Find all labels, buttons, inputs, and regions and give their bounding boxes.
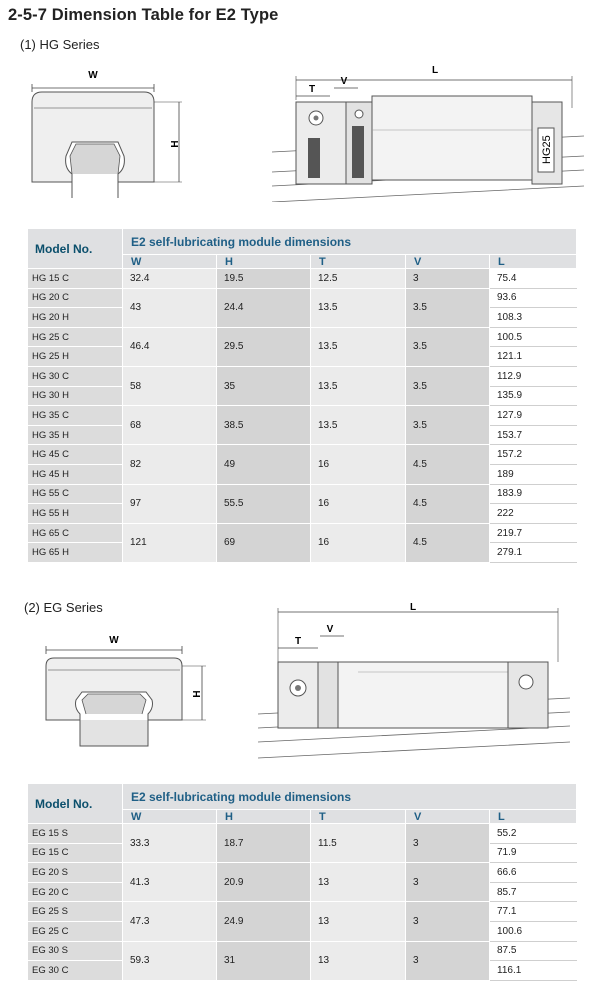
hg-model-cell: HG 55 H xyxy=(28,504,123,524)
hg-l-cell: 279.1 xyxy=(490,543,577,563)
hg-v-cell: 3.5 xyxy=(406,366,490,405)
eg-h-cell: 18.7 xyxy=(217,824,311,863)
hg-l-cell: 121.1 xyxy=(490,347,577,367)
eg-l-cell: 85.7 xyxy=(490,882,577,902)
hg-col-v: V xyxy=(406,255,490,269)
hg-t-cell: 13.5 xyxy=(311,327,406,366)
hg-model-cell: HG 35 C xyxy=(28,406,123,426)
table-row xyxy=(28,863,577,883)
eg-model-cell: EG 15 S xyxy=(28,824,123,844)
eg-side-t-label: T xyxy=(294,636,302,647)
eg-side-l-label: L xyxy=(410,602,417,613)
hg-col-w: W xyxy=(123,255,217,269)
hg-model-cell: HG 65 C xyxy=(28,523,123,543)
hg-l-cell: 108.3 xyxy=(490,308,577,328)
eg-w-cell: 47.3 xyxy=(123,902,217,941)
hg-h-cell: 24.4 xyxy=(217,288,311,327)
eg-l-cell: 66.6 xyxy=(490,863,577,883)
hg-w-cell: 43 xyxy=(123,288,217,327)
hg-model-header: Model No. xyxy=(28,229,123,269)
hg-model-cell: HG 25 C xyxy=(28,327,123,347)
table-row xyxy=(28,366,577,386)
eg-l-cell: 55.2 xyxy=(490,824,577,844)
hg-front-w-label: W xyxy=(88,70,98,81)
eg-h-cell: 20.9 xyxy=(217,863,311,902)
hg-v-cell: 3.5 xyxy=(406,288,490,327)
hg-l-cell: 93.6 xyxy=(490,288,577,308)
hg-h-cell: 29.5 xyxy=(217,327,311,366)
eg-l-cell: 100.6 xyxy=(490,921,577,941)
hg-h-cell: 19.5 xyxy=(217,269,311,289)
eg-t-cell: 13 xyxy=(311,902,406,941)
eg-v-cell: 3 xyxy=(406,902,490,941)
hg-v-cell: 3 xyxy=(406,269,490,289)
hg-v-cell: 4.5 xyxy=(406,523,490,562)
hg-h-cell: 38.5 xyxy=(217,406,311,445)
table-row xyxy=(28,824,577,844)
hg-col-l: L xyxy=(490,255,577,269)
hg-front-h-label: H xyxy=(170,140,181,148)
hg-l-cell: 100.5 xyxy=(490,327,577,347)
eg-l-cell: 87.5 xyxy=(490,941,577,961)
eg-model-cell: EG 30 S xyxy=(28,941,123,961)
hg-l-cell: 112.9 xyxy=(490,366,577,386)
eg-col-t: T xyxy=(311,810,406,824)
hg-side-v-label: V xyxy=(340,76,348,87)
eg-front-view-drawing xyxy=(36,630,226,760)
eg-model-cell: EG 15 C xyxy=(28,843,123,863)
hg-side-view-drawing xyxy=(272,60,584,202)
table-row xyxy=(28,902,577,922)
table-row xyxy=(28,288,577,308)
hg-w-cell: 121 xyxy=(123,523,217,562)
table-row xyxy=(28,327,577,347)
hg-model-cell: HG 15 C xyxy=(28,269,123,289)
hg-l-cell: 157.2 xyxy=(490,445,577,465)
eg-v-cell: 3 xyxy=(406,941,490,980)
hg-model-cell: HG 20 C xyxy=(28,288,123,308)
table-row xyxy=(28,445,577,465)
hg-h-cell: 69 xyxy=(217,523,311,562)
hg-model-cell: HG 20 H xyxy=(28,308,123,328)
eg-model-cell: EG 25 S xyxy=(28,902,123,922)
hg-col-t: T xyxy=(311,255,406,269)
eg-t-cell: 13 xyxy=(311,863,406,902)
hg-l-cell: 75.4 xyxy=(490,269,577,289)
hg-model-cell: HG 35 H xyxy=(28,425,123,445)
hg-w-cell: 58 xyxy=(123,366,217,405)
eg-model-cell: EG 25 C xyxy=(28,921,123,941)
eg-side-v-label: V xyxy=(326,624,334,635)
hg-t-cell: 13.5 xyxy=(311,288,406,327)
hg-side-l-label: L xyxy=(432,65,439,76)
eg-h-cell: 24.9 xyxy=(217,902,311,941)
hg-l-cell: 135.9 xyxy=(490,386,577,406)
hg-t-cell: 12.5 xyxy=(311,269,406,289)
hg-w-cell: 46.4 xyxy=(123,327,217,366)
hg-l-cell: 222 xyxy=(490,504,577,524)
eg-h-cell: 31 xyxy=(217,941,311,980)
hg-l-cell: 189 xyxy=(490,464,577,484)
table-row xyxy=(28,523,577,543)
page-title: 2-5-7 Dimension Table for E2 Type xyxy=(8,6,279,24)
hg-l-cell: 153.7 xyxy=(490,425,577,445)
hg-t-cell: 13.5 xyxy=(311,366,406,405)
hg-v-cell: 3.5 xyxy=(406,406,490,445)
eg-model-cell: EG 20 S xyxy=(28,863,123,883)
hg-table-body xyxy=(28,269,577,563)
eg-dimension-table xyxy=(27,783,577,981)
eg-l-cell: 71.9 xyxy=(490,843,577,863)
eg-group-header: E2 self-lubricating module dimensions xyxy=(123,784,577,810)
hg-w-cell: 97 xyxy=(123,484,217,523)
eg-w-cell: 33.3 xyxy=(123,824,217,863)
eg-v-cell: 3 xyxy=(406,824,490,863)
hg-t-cell: 16 xyxy=(311,523,406,562)
hg-v-cell: 3.5 xyxy=(406,327,490,366)
table-row xyxy=(28,406,577,426)
table-row xyxy=(28,941,577,961)
eg-col-l: L xyxy=(490,810,577,824)
hg-side-t-label: T xyxy=(308,84,316,95)
eg-t-cell: 13 xyxy=(311,941,406,980)
hg-model-cell: HG 45 C xyxy=(28,445,123,465)
eg-side-view-drawing xyxy=(258,602,570,762)
eg-table-body xyxy=(28,824,577,981)
eg-w-cell: 59.3 xyxy=(123,941,217,980)
hg-block-label: HG25 xyxy=(541,135,553,164)
hg-model-cell: HG 30 H xyxy=(28,386,123,406)
eg-front-w-label: W xyxy=(109,635,119,646)
table-row xyxy=(28,484,577,504)
hg-group-header: E2 self-lubricating module dimensions xyxy=(123,229,577,255)
eg-v-cell: 3 xyxy=(406,863,490,902)
table-row xyxy=(28,269,577,289)
eg-model-header: Model No. xyxy=(28,784,123,824)
eg-model-cell: EG 30 C xyxy=(28,961,123,981)
eg-l-cell: 116.1 xyxy=(490,961,577,981)
hg-v-cell: 4.5 xyxy=(406,445,490,484)
eg-model-cell: EG 20 C xyxy=(28,882,123,902)
hg-t-cell: 13.5 xyxy=(311,406,406,445)
hg-model-cell: HG 30 C xyxy=(28,366,123,386)
hg-series-heading: (1) HG Series xyxy=(20,37,100,52)
eg-front-h-label: H xyxy=(192,690,203,698)
hg-model-cell: HG 45 H xyxy=(28,464,123,484)
hg-l-cell: 183.9 xyxy=(490,484,577,504)
hg-t-cell: 16 xyxy=(311,484,406,523)
hg-h-cell: 55.5 xyxy=(217,484,311,523)
hg-t-cell: 16 xyxy=(311,445,406,484)
eg-col-h: H xyxy=(217,810,311,824)
hg-h-cell: 35 xyxy=(217,366,311,405)
eg-series-heading: (2) EG Series xyxy=(24,600,103,615)
hg-h-cell: 49 xyxy=(217,445,311,484)
hg-front-view-drawing xyxy=(14,62,200,198)
hg-col-h: H xyxy=(217,255,311,269)
eg-col-v: V xyxy=(406,810,490,824)
hg-dimension-table xyxy=(27,228,577,563)
eg-w-cell: 41.3 xyxy=(123,863,217,902)
hg-w-cell: 32.4 xyxy=(123,269,217,289)
hg-model-cell: HG 25 H xyxy=(28,347,123,367)
hg-w-cell: 68 xyxy=(123,406,217,445)
hg-model-cell: HG 55 C xyxy=(28,484,123,504)
hg-w-cell: 82 xyxy=(123,445,217,484)
eg-t-cell: 11.5 xyxy=(311,824,406,863)
hg-model-cell: HG 65 H xyxy=(28,543,123,563)
hg-l-cell: 127.9 xyxy=(490,406,577,426)
eg-col-w: W xyxy=(123,810,217,824)
hg-l-cell: 219.7 xyxy=(490,523,577,543)
hg-v-cell: 4.5 xyxy=(406,484,490,523)
eg-l-cell: 77.1 xyxy=(490,902,577,922)
